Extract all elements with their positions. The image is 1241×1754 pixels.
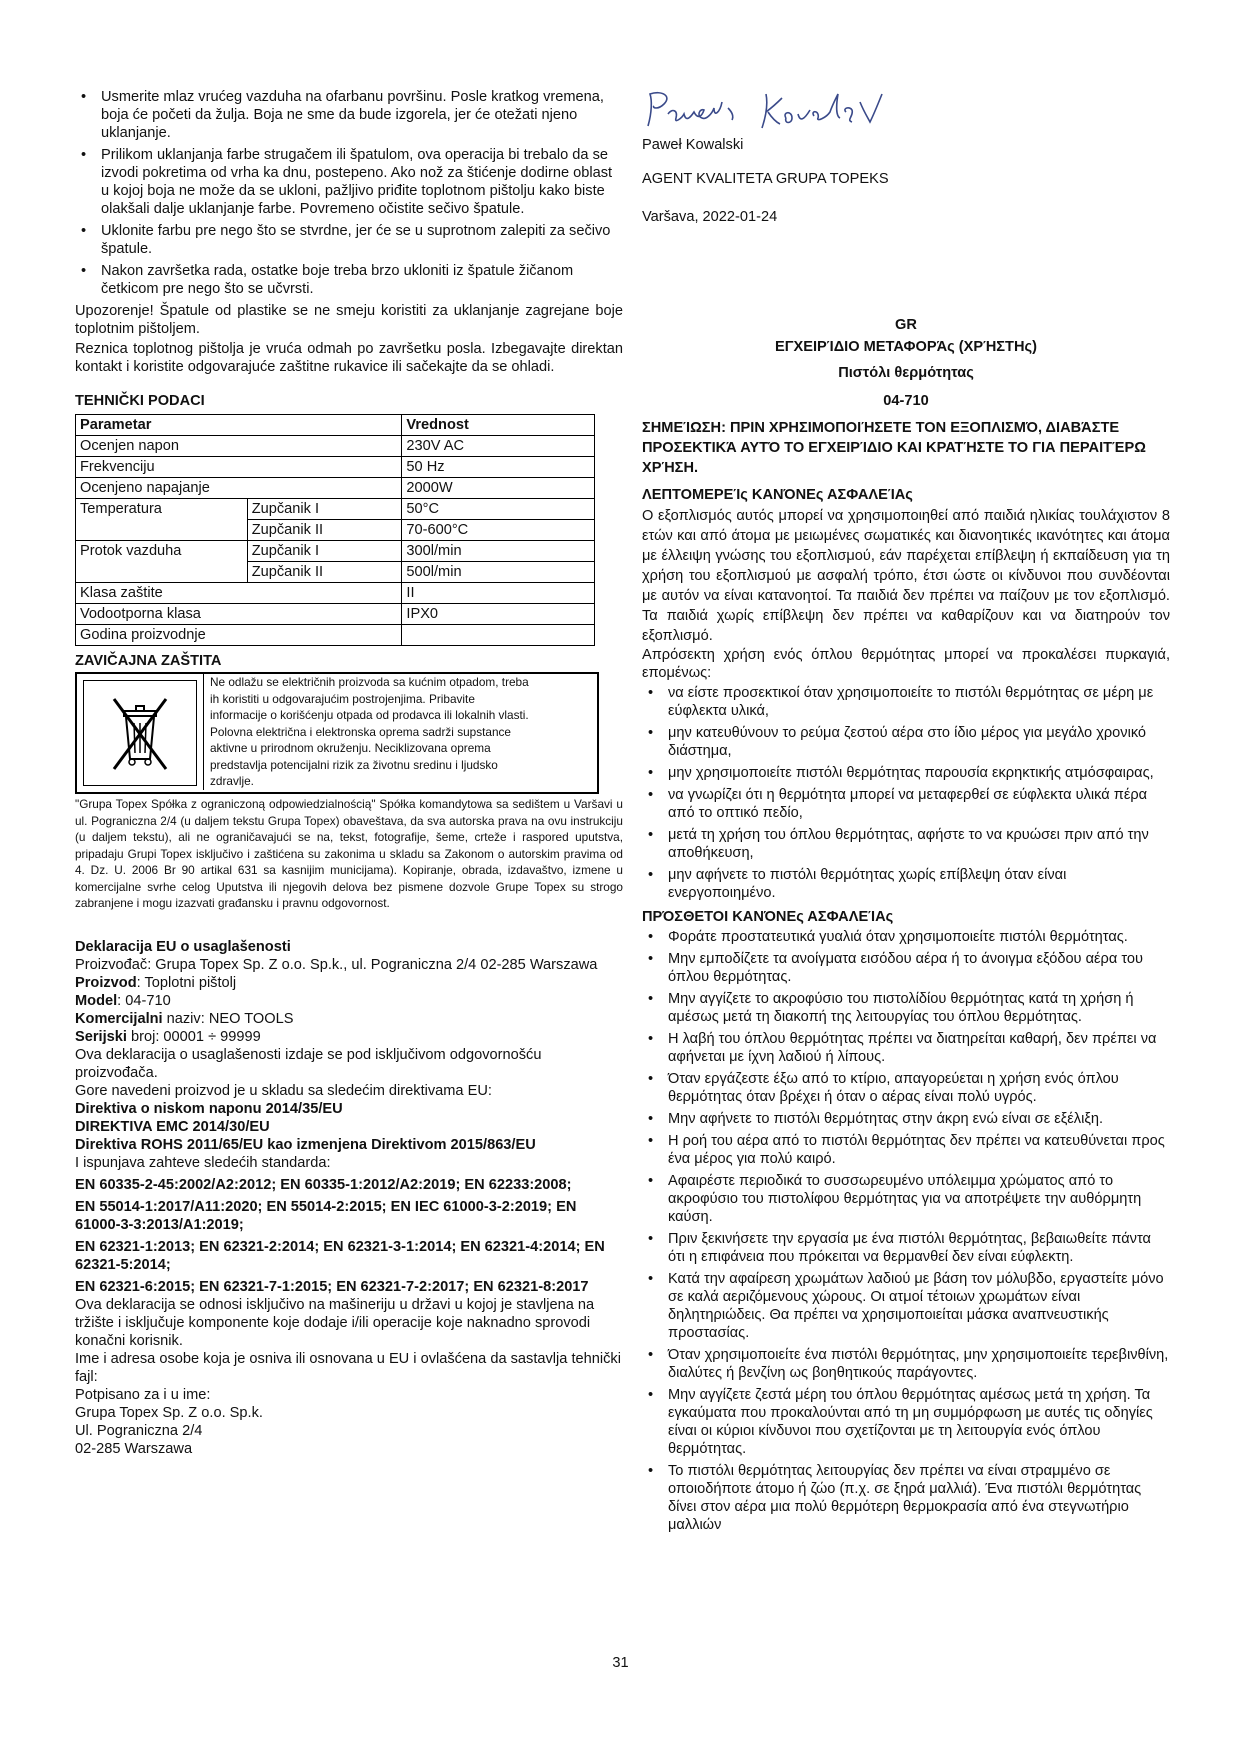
table-row — [76, 457, 595, 478]
env-line: aktivne u prirodnom okruženju. Neciklizovana oprema — [210, 741, 491, 755]
table-cell: Ocenjen napon — [76, 436, 402, 457]
detail-title: ΛΕΠΤΟΜΕΡΕΊς ΚΑΝΌΝΕς ΑΣΦΑΛΕΊΑς — [642, 487, 913, 503]
table-cell: 50 Hz — [402, 457, 595, 478]
table-cell: Zupčanik II — [247, 562, 402, 583]
instruction-list — [75, 88, 623, 298]
list-item: • μην αφήνετε το πιστόλι θερμότητας χωρίς επίβλεψη όταν είναι ενεργοποιημένο. — [642, 866, 1170, 902]
table-cell — [402, 625, 595, 646]
table-cell: Zupčanik I — [247, 499, 402, 520]
directive: Direktiva ROHS 2011/65/EU kao izmenjena Direktivom 2015/863/EU — [75, 1136, 536, 1153]
table-cell: Zupčanik I — [247, 541, 402, 562]
table-row — [76, 478, 595, 499]
table-row — [76, 541, 595, 562]
decl-tech-file: Ime i adresa osobe koja je osniva ili osnovana u EU i ovlašćena da sastavlja tehnički fajl: — [75, 1350, 621, 1385]
decl-title: Deklaracija EU o usaglašenosti — [75, 938, 291, 955]
table-row — [76, 499, 595, 520]
list-item: • Μην αγγίζετε το ακροφύσιο του πιστολίδίου θερμότητας κατά τη χρήση ή αμέσως μετά τη διακοπή της λειτουργίας του όπλου θερμότητας. — [642, 990, 1170, 1026]
standard-list: EN 60335-2-45:2002/A2:2012; EN 60335-1:2012/A2:2019; EN 62233:2008; — [75, 1176, 572, 1193]
directive: DIREKTIVA EMC 2014/30/EU — [75, 1118, 270, 1135]
list-item: • Όταν εργάζεστε έξω από το κτίριο, απαγορεύεται η χρήση ενός όπλου θερμότητας όταν βρέχει ή όταν ο αέρας είναι πολύ υγρός. — [642, 1070, 1170, 1106]
note-warning: ΣΗΜΕΊΩΣΗ: ΠΡΙΝ ΧΡΗΣΙΜΟΠΟΙΉΣΕΤΕ ΤΟΝ ΕΞΟΠΛΙΣΜΌ, ΔΙΑΒΆΣΤΕ ΠΡΟΣΕΚΤΙΚΆ ΑΥΤΌ ΤΟ ΕΓΧΕΙΡΊΔΙΟ ΚΑΙ ΚΡΑΤΉΣΤΕ ΤΟ ΓΙΑ ΠΕΡΑΙΤΈΡΩ ΧΡΉΣΗ. — [642, 420, 1146, 476]
list-item: • να είστε προσεκτικοί όταν χρησιμοποιείτε το πιστόλι θερμότητας σε μέρη με εύφλεκτα υλικά, — [642, 684, 1170, 720]
model-number: 04-710 — [883, 393, 929, 409]
list-item: • Η λαβή του όπλου θερμότητας πρέπει να διατηρείται καθαρή, δεν πρέπει να αφήνεται με ίχνη λαδιού ή λίπους. — [642, 1030, 1170, 1066]
list-item: • Uklonite farbu pre nego što se stvrdne, jer će se u suprotnom zalepiti za sečivo špatule. — [75, 222, 623, 258]
language-code: GR — [895, 317, 917, 333]
standard-list: EN 62321-1:2013; EN 62321-2:2014; EN 62321-3-1:2014; EN 62321-4:2014; EN 62321-5:2014; — [75, 1238, 605, 1273]
table-cell: 300l/min — [402, 541, 595, 562]
value: : 04-710 — [117, 992, 171, 1009]
table-row — [76, 583, 595, 604]
list-item: • Κατά την αφαίρεση χρωμάτων λαδιού με βάση τον μόλυβδο, εργαστείτε μόνο σε καλά αεριζόμενους χώρους. Οι ατμοί τέτοιων χρωμάτων είναι δηλητηριώδεις. Θα πρέπει να χρησιμοποιείται μάσκα αναπνευστικής προστασίας. — [642, 1270, 1170, 1342]
standard-list: EN 55014-1:2017/A11:2020; EN 55014-2:2015; EN IEC 61000-3-2:2019; EN 61000-3-3:2013/A1:2019; — [75, 1198, 577, 1233]
list-item: • Φοράτε προστατευτικά γυαλιά όταν χρησιμοποιείτε πιστόλι θερμότητας. — [642, 928, 1170, 946]
value: : Toplotni pištolj — [136, 974, 237, 991]
decl-scope: Ova deklaracija se odnosi isključivo na mašineriju u državi u kojoj je stavljena na tržište i isključuje komponente koje dodaje i/ili operacije koje naknadno sprovodi konačni korisnik. — [75, 1296, 595, 1349]
table-header: Vrednost — [402, 415, 595, 436]
label: Proizvod — [75, 974, 137, 991]
signature — [642, 88, 1170, 136]
env-line: predstavlja potencijalni rizik za životnu sredinu i ljudsko — [210, 757, 498, 772]
table-cell: 50°C — [402, 499, 595, 520]
list-item: • Usmerite mlaz vrućeg vazduha na ofarbanu površinu. Posle kratkog vremena, boja će početi da žulja. Boja ne sme da bude izgorela, jer će otežati njeno uklanjanje. — [75, 88, 623, 142]
page-number: 31 — [612, 1655, 629, 1671]
table-row — [76, 436, 595, 457]
env-line: ih koristiti u odgovarajućim postrojenjima. Pribavite — [210, 691, 475, 706]
table-cell: Ocenjeno napajanje — [76, 478, 402, 499]
table-header: Parametar — [76, 415, 402, 436]
label: Serijski — [75, 1028, 127, 1045]
env-title: ZAVIČAJNA ZAŠTITA — [75, 653, 222, 669]
list-item: • μετά τη χρήση του όπλου θερμότητας, αφήστε το να κρυώσει πριν από την αποθήκευση, — [642, 826, 1170, 862]
weee-bin-icon — [83, 680, 197, 786]
eu-declaration — [75, 938, 623, 1458]
env-line: zdravlje. — [210, 774, 254, 788]
env-box — [75, 672, 599, 794]
table-row — [76, 415, 595, 436]
table-cell: Klasa zaštite — [76, 583, 402, 604]
decl-serial — [75, 1028, 623, 1046]
table-cell: Frekvenciju — [76, 457, 402, 478]
decl-signed: Potpisano za i u ime: — [75, 1386, 211, 1403]
table-cell: 500l/min — [402, 562, 595, 583]
right-column — [642, 88, 1170, 1538]
list-item: • Μην εμποδίζετε τα ανοίγματα εισόδου αέρα ή το άνοιγμα εξόδου αέρα του όπλου θερμότητας. — [642, 950, 1170, 986]
tech-table — [75, 414, 595, 646]
env-text — [203, 674, 602, 790]
table-row — [76, 604, 595, 625]
decl-city: 02-285 Warszawa — [75, 1440, 193, 1457]
decl-conform: Gore navedeni proizvod je u skladu sa sledećim direktivama EU: — [75, 1082, 492, 1099]
table-cell: 230V AC — [402, 436, 595, 457]
list-item: • Το πιστόλι θερμότητας λειτουργίας δεν πρέπει να είναι στραμμένο σε οποιοδήποτε άτομο ή ζώο (π.χ. σε ξηρά μαλλιά). Ένα πιστόλι θερμότητας δίνει στον αέρα μια πολύ θερμότερη θερμοκρασία από ένα στεγνωτήριο μαλλιών — [642, 1462, 1170, 1534]
list-item: • Nakon završetka rada, ostatke boje treba brzo ukloniti iz špatule žičanom četkicom pre nego što se učvrsti. — [75, 262, 623, 298]
env-line: Polovna električna i elektronska oprema sadrži supstance — [210, 724, 511, 739]
list-item: • μην χρησιμοποιείτε πιστόλι θερμότητας παρουσία εκρηκτικής ατμόσφαιρας, — [642, 764, 1170, 782]
decl-manufacturer: Proizvođač: Grupa Topex Sp. Z o.o. Sp.k., ul. Pograniczna 2/4 02-285 Warszawa — [75, 956, 598, 973]
env-line: Ne odlažu se električnih proizvoda sa kućnim otpadom, treba — [210, 675, 529, 689]
signer-role: AGENT KVALITETA GRUPA TOPEKS — [642, 171, 889, 187]
table-cell: 2000W — [402, 478, 595, 499]
table-row — [76, 625, 595, 646]
extra-title: ΠΡΌΣΘΕΤΟΙ ΚΑΝΌΝΕς ΑΣΦΑΛΕΊΑς — [642, 909, 894, 925]
warning-text: Upozorenje! Špatule od plastike se ne smeju koristiti za uklanjanje zagrejane boje toplotnim pištoljem. — [75, 303, 623, 337]
detail-paragraph: Ο εξοπλισμός αυτός μπορεί να χρησιμοποιηθεί από παιδιά ηλικίας τουλάχιστον 8 ετών και από άτομα με μειωμένες σωματικές και διανοητικές ικανότητες και άτομα με έλλειψη γνώσης του εξοπλισμού, εάν παρέχεται επίβλεψη ή εκπαίδευση για τη χρήση του εξοπλισμού με ασφαλή τρόπο, έτσι ώστε οι κίνδυνοι που συνδέονται με αυτόν να είναι κατανοητοί. Τα παιδιά δεν πρέπει να παίζουν με τον εξοπλισμό. Τα παιδιά χωρίς επίβλεψη δεν πρέπει να καθαρίζουν και να διατηρούν τον εξοπλισμό. — [642, 508, 1170, 644]
standards-intro: I ispunjava zahteve sledećih standarda: — [75, 1154, 331, 1171]
decl-commercial — [75, 1010, 623, 1028]
decl-company: Grupa Topex Sp. Z o.o. Sp.k. — [75, 1404, 263, 1421]
value: naziv: NEO TOOLS — [162, 1010, 294, 1027]
decl-model — [75, 992, 623, 1010]
copyright-notice: "Grupa Topex Spółka z ograniczoną odpowiedzialnością" Spółka komandytowa sa sedištem u Varšavi u ul. Pograniczna 2/4 (u daljem tekstu Grupa Topex) obaveštava, da sva autorska prava na ovu instrukciju (u daljem tekstu), ali ne ograničavajući se na, tekst, fotografije, šeme, crteže i raspored uputstva, pripadaju Grupi Topex isključivo i zaštićena su zakonima u skladu sa Zakonom o autorskim pravima od 4. Dz. U. 2006 Br 90 artikal 631 sa kasnijim municijama). Kopiranje, obrada, izdavaštvo, izmene u komercijalne svrhe celog Uputstva ili njegovih delova bez pismene dozvole Grupe Topex su strogo zabranjene i mogu izazvati građansku i pravnu odgovornost. — [75, 797, 623, 910]
decl-street: Ul. Pograniczna 2/4 — [75, 1422, 203, 1439]
decl-responsibility: Ova deklaracija o usaglašenosti izdaje se pod isključivom odgovornošću proizvođača. — [75, 1046, 542, 1081]
detail-paragraph: Απρόσεκτη χρήση ενός όπλου θερμότητας μπορεί να προκαλέσει πυρκαγιά, επομένως: — [642, 647, 1170, 681]
list-item: • μην κατευθύνουν το ρεύμα ζεστού αέρα στο ίδιο μέρος για μεγάλο χρονικό διάστημα, — [642, 724, 1170, 760]
table-cell: Zupčanik II — [247, 520, 402, 541]
table-cell: Protok vazduha — [76, 541, 248, 583]
label: Komercijalni — [75, 1010, 163, 1027]
value: broj: 00001 ÷ 99999 — [126, 1028, 261, 1045]
manual-title: ΕΓΧΕΙΡΊΔΙΟ ΜΕΤΑΦΟΡΆς (ΧΡΉΣΤΗς) — [775, 339, 1037, 355]
detail-list — [642, 684, 1170, 902]
table-cell: IPX0 — [402, 604, 595, 625]
list-item: • Μην αγγίζετε ζεστά μέρη του όπλου θερμότητας αμέσως μετά τη χρήση. Τα εγκαύματα που προκαλούνται από τη μη συμμόρφωση με αυτές τις οδηγίες είναι οι κύριοι κίνδυνοι που σχετίζονται με τη λειτουργία ενός όπλου θερμότητας. — [642, 1386, 1170, 1458]
list-item: • Πριν ξεκινήσετε την εργασία με ένα πιστόλι θερμότητας, βεβαιωθείτε πάντα ότι η επιφάνεια που πρόκειται να θερμανθεί δεν είναι εύφλεκτη. — [642, 1230, 1170, 1266]
place-date: Varšava, 2022-01-24 — [642, 209, 778, 225]
hot-note: Reznica toplotnog pištolja je vruća odmah po završetku posla. Izbegavajte direktan kontakt i koristite odgovarajuće zaštitne rukavice ili sačekajte da se ohladi. — [75, 341, 623, 375]
list-item: • Αφαιρέστε περιοδικά το συσσωρευμένο υπόλειμμα χρώματος από το ακροφύσιο του πιστολίφου θερμότητας για να αποτρέψετε την αυθόρμητη καύση. — [642, 1172, 1170, 1226]
table-cell: Godina proizvodnje — [76, 625, 402, 646]
signer-name: Paweł Kowalski — [642, 137, 744, 153]
standard-list: EN 62321-6:2015; EN 62321-7-1:2015; EN 62321-7-2:2017; EN 62321-8:2017 — [75, 1278, 589, 1295]
list-item: • Μην αφήνετε το πιστόλι θερμότητας στην άκρη ενώ είναι σε εξέλιξη. — [642, 1110, 1170, 1128]
list-item: • Η ροή του αέρα από το πιστόλι θερμότητας δεν πρέπει να κατευθύνεται προς ένα μέρος για πολύ καιρό. — [642, 1132, 1170, 1168]
list-item: • Prilikom uklanjanja farbe strugačem ili špatulom, ova operacija bi trebalo da se izvodi pokretima od vrha ka dnu, postepeno. Ako nož za štićenje dodirne oblast u kojoj boja ne može da se ukloni, pažljivo priđite toplotnom pištolju kako biste olakšali dalje uklanjanje farbe. Povremeno očistite sečivo špatule. — [75, 146, 623, 218]
list-item: • να γνωρίζει ότι η θερμότητα μπορεί να μεταφερθεί σε εύφλεκτα υλικά πέρα από το οπτικό πεδίο, — [642, 786, 1170, 822]
directive: Direktiva o niskom naponu 2014/35/EU — [75, 1100, 343, 1117]
table-cell: Temperatura — [76, 499, 248, 541]
env-line: informacije o korišćenju otpada od prodavca ili lokalnih vlasti. — [210, 708, 529, 722]
table-cell: 70-600°C — [402, 520, 595, 541]
extra-list — [642, 928, 1170, 1534]
tech-title: TEHNIČKI PODACI — [75, 393, 205, 409]
label: Model — [75, 992, 118, 1009]
table-cell: II — [402, 583, 595, 604]
list-item: • Όταν χρησιμοποιείτε ένα πιστόλι θερμότητας, μην χρησιμοποιείτε τερεβινθίνη, διαλύτες ή βενζίνη ως βοηθητικούς παράγοντες. — [642, 1346, 1170, 1382]
left-column — [75, 88, 623, 1458]
table-cell: Vodootporna klasa — [76, 604, 402, 625]
decl-product — [75, 974, 623, 992]
product-name: Πιστόλι θερμότητας — [838, 365, 974, 381]
